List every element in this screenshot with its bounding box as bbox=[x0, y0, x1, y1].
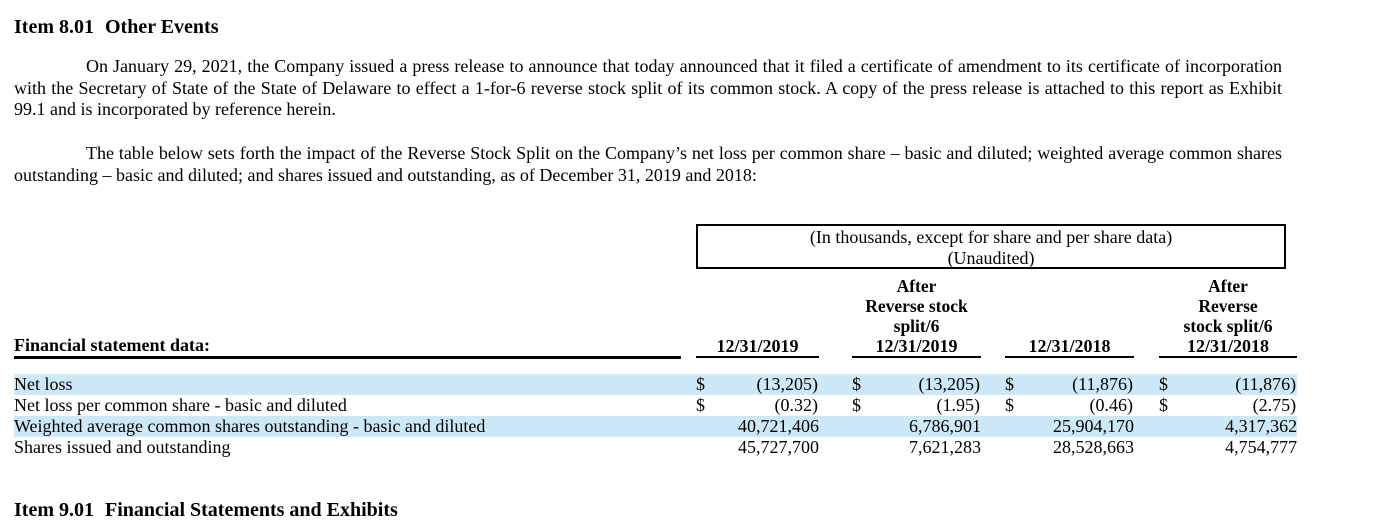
cell-value: 6,786,901 bbox=[909, 416, 981, 436]
cell-value: (13,205) bbox=[756, 374, 818, 394]
column-date-after-split-2019: 12/31/2019 bbox=[875, 336, 958, 356]
column-date-after-split-2018: 12/31/2018 bbox=[1187, 336, 1270, 356]
currency-cell-empty bbox=[696, 416, 718, 437]
cell-value: 4,317,362 bbox=[1225, 416, 1298, 436]
currency-symbol: $ bbox=[1159, 395, 1168, 415]
row-header-label: Financial statement data: bbox=[14, 270, 681, 357]
item-801-heading bbox=[14, 16, 219, 39]
column-gap bbox=[981, 270, 1005, 357]
paragraph-press-release: On January 29, 2021, the Company issued a press release to announce that today announced that it filed a certificate of amendment to its certificate of incorporation with the Secretary of State of the State of Delaware to effect a 1-for-6 reverse stock split of its common stock. A copy of the press release is attached to this report as Exhibit 99.1 and is incorporated by reference herein. bbox=[14, 56, 1282, 119]
financial-data-table bbox=[14, 223, 1297, 458]
cell-value: (0.32) bbox=[774, 395, 818, 415]
cell-value: 28,528,663 bbox=[1053, 437, 1134, 457]
cell-value: (11,876) bbox=[1072, 374, 1133, 394]
column-date-2018: 12/31/2018 bbox=[1028, 336, 1111, 356]
currency-symbol: $ bbox=[852, 374, 861, 394]
column-line: After bbox=[1208, 276, 1248, 296]
cell-value: 4,754,777 bbox=[1225, 437, 1298, 457]
note-cell bbox=[696, 223, 1297, 270]
currency-symbol: $ bbox=[1005, 395, 1014, 415]
currency-cell-empty bbox=[1005, 437, 1027, 458]
table-row-net-loss-per-share bbox=[14, 395, 1297, 416]
currency-cell-empty bbox=[1005, 416, 1027, 437]
cell-value: (1.95) bbox=[936, 395, 980, 415]
row-label: Net loss bbox=[14, 374, 73, 394]
table-row-net-loss bbox=[14, 374, 1297, 395]
column-line: stock split/6 bbox=[1183, 316, 1273, 336]
currency-cell-empty bbox=[1159, 416, 1181, 437]
table-note-line1: (In thousands, except for share and per share data) bbox=[809, 227, 1173, 247]
currency-symbol: $ bbox=[1159, 374, 1168, 394]
note-row-label-spacer bbox=[14, 223, 696, 270]
row-label: Net loss per common share - basic and diluted bbox=[14, 395, 347, 415]
cell-value: (0.46) bbox=[1089, 395, 1133, 415]
document-page bbox=[14, 0, 1298, 521]
column-header-2018 bbox=[1005, 270, 1134, 357]
currency-cell-empty bbox=[696, 437, 718, 458]
column-header-row bbox=[14, 270, 1297, 357]
cell-value: (2.75) bbox=[1252, 395, 1297, 415]
currency-symbol: $ bbox=[696, 395, 705, 415]
column-line: Reverse bbox=[1198, 296, 1258, 316]
table-note-box bbox=[696, 224, 1286, 269]
item-901-number: Item 9.01 bbox=[14, 499, 94, 521]
column-line: split/6 bbox=[893, 316, 940, 336]
column-line: After bbox=[896, 276, 937, 296]
header-spacer bbox=[681, 270, 696, 357]
row-label: Shares issued and outstanding bbox=[14, 437, 231, 457]
column-date-2019: 12/31/2019 bbox=[716, 336, 799, 356]
table-spacer-row bbox=[14, 357, 1297, 374]
cell-value: (11,876) bbox=[1235, 374, 1297, 394]
table-note-row bbox=[14, 223, 1297, 270]
column-header-after-split-2019 bbox=[852, 270, 981, 357]
currency-symbol: $ bbox=[696, 374, 705, 394]
row-label: Weighted average common shares outstanding - basic and diluted bbox=[14, 416, 486, 436]
cell-value: 40,721,406 bbox=[738, 416, 819, 436]
currency-symbol: $ bbox=[1005, 374, 1014, 394]
currency-cell-empty bbox=[852, 416, 874, 437]
paragraph-table-intro: The table below sets forth the impact of the Reverse Stock Split on the Company’s net loss per common share – basic and diluted; weighted average common shares outstanding – basic and diluted; and shares issued and outstanding, as of December 31, 2019 and 2018: bbox=[14, 143, 1282, 185]
currency-cell-empty bbox=[1159, 437, 1181, 458]
item-901-title: Financial Statements and Exhibits bbox=[104, 499, 398, 521]
cell-value: 45,727,700 bbox=[738, 437, 819, 457]
item-801-title: Other Events bbox=[104, 16, 219, 38]
column-header-after-split-2018 bbox=[1159, 270, 1297, 357]
item-801-number: Item 8.01 bbox=[14, 16, 94, 38]
table-row-shares-issued bbox=[14, 437, 1297, 458]
table-row-weighted-average-shares bbox=[14, 416, 1297, 437]
item-901-heading bbox=[14, 499, 398, 522]
currency-symbol: $ bbox=[852, 395, 861, 415]
cell-value: (13,205) bbox=[918, 374, 980, 394]
cell-value: 7,621,283 bbox=[909, 437, 981, 457]
cell-value: 25,904,170 bbox=[1053, 416, 1134, 436]
column-line: Reverse stock bbox=[865, 296, 968, 316]
table-note-line2: (Unaudited) bbox=[947, 248, 1035, 268]
column-gap bbox=[1134, 270, 1159, 357]
currency-cell-empty bbox=[852, 437, 874, 458]
column-header-2019 bbox=[696, 270, 819, 357]
column-gap bbox=[819, 270, 852, 357]
